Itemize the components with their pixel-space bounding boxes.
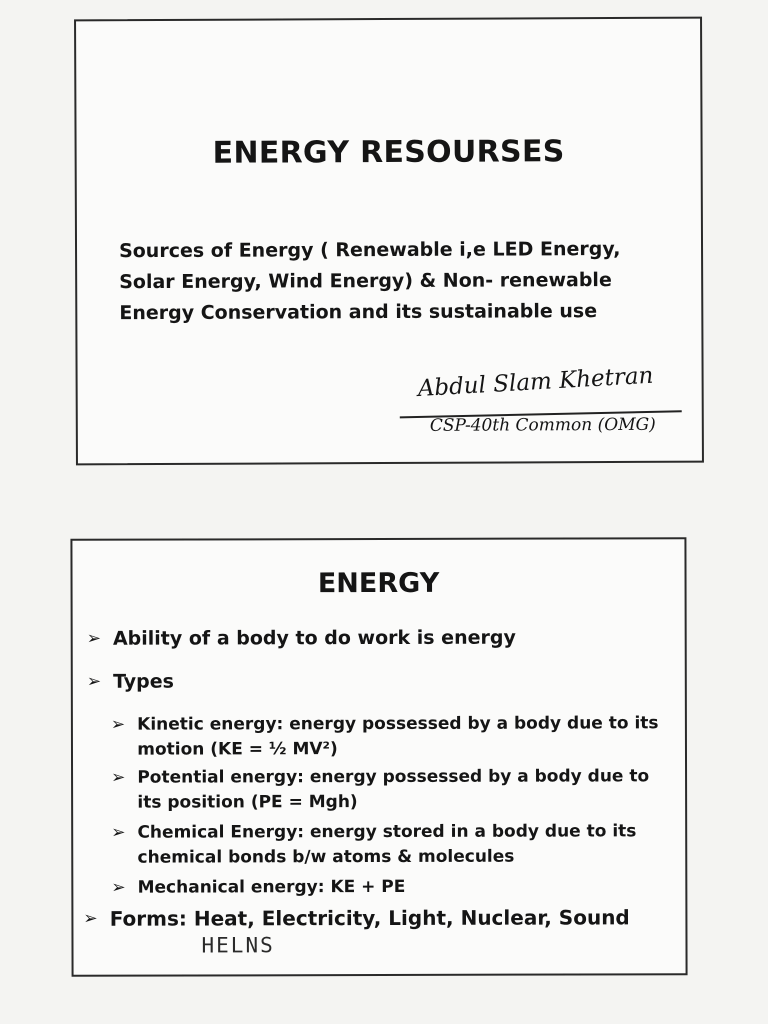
bullet-forms xyxy=(83,904,629,931)
slide-energy-resources xyxy=(74,17,704,466)
arrow-bullet-icon: ➢ xyxy=(110,714,126,735)
bullet-ability xyxy=(87,625,516,652)
subtitle-line: Energy Conservation and its sustainable use xyxy=(119,300,598,325)
sub-bullet-kinetic xyxy=(111,711,671,762)
bullet-text: Forms: Heat, Electricity, Light, Nuclear, Sound xyxy=(109,905,630,931)
arrow-bullet-icon: ➢ xyxy=(111,767,126,788)
arrow-bullet-icon: ➢ xyxy=(86,671,102,692)
bullet-text: Kinetic energy: energy possessed by a body due to its motion (KE = ½ MV²) xyxy=(137,713,659,760)
sub-bullet-potential xyxy=(111,764,671,815)
bullet-text: Chemical Energy: energy stored in a body due to its chemical bonds b/w atoms & molecules xyxy=(137,821,637,868)
slide-title: ENERGY xyxy=(317,567,440,600)
slide-subtitle xyxy=(119,234,679,329)
arrow-bullet-icon: ➢ xyxy=(83,908,98,929)
signature-name: Abdul Slam Khetran xyxy=(417,362,655,403)
bullet-types xyxy=(87,669,174,695)
bullet-text: Mechanical energy: KE + PE xyxy=(137,876,406,898)
bullet-text: Types xyxy=(113,670,174,693)
subtitle-line: Solar Energy, Wind Energy) & Non- renewable xyxy=(119,269,612,294)
subtitle-line: Sources of Energy ( Renewable i,e LED Energy, xyxy=(118,237,621,263)
bullet-text: Potential energy: energy possessed by a body due to its position (PE = Mgh) xyxy=(137,766,650,813)
arrow-bullet-icon: ➢ xyxy=(111,822,126,843)
arrow-bullet-icon: ➢ xyxy=(111,877,126,898)
bullet-text: Ability of a body to do work is energy xyxy=(112,626,516,650)
signature-subtitle: CSP-40th Common (OMG) xyxy=(429,414,656,436)
arrow-bullet-icon: ➢ xyxy=(86,628,101,649)
slide-energy xyxy=(70,537,687,977)
sub-bullet-chemical xyxy=(111,819,671,870)
sub-bullet-mechanical xyxy=(111,875,405,901)
slide-title: ENERGY RESOURSES xyxy=(212,134,565,171)
handwritten-note: HELNS xyxy=(201,933,275,958)
